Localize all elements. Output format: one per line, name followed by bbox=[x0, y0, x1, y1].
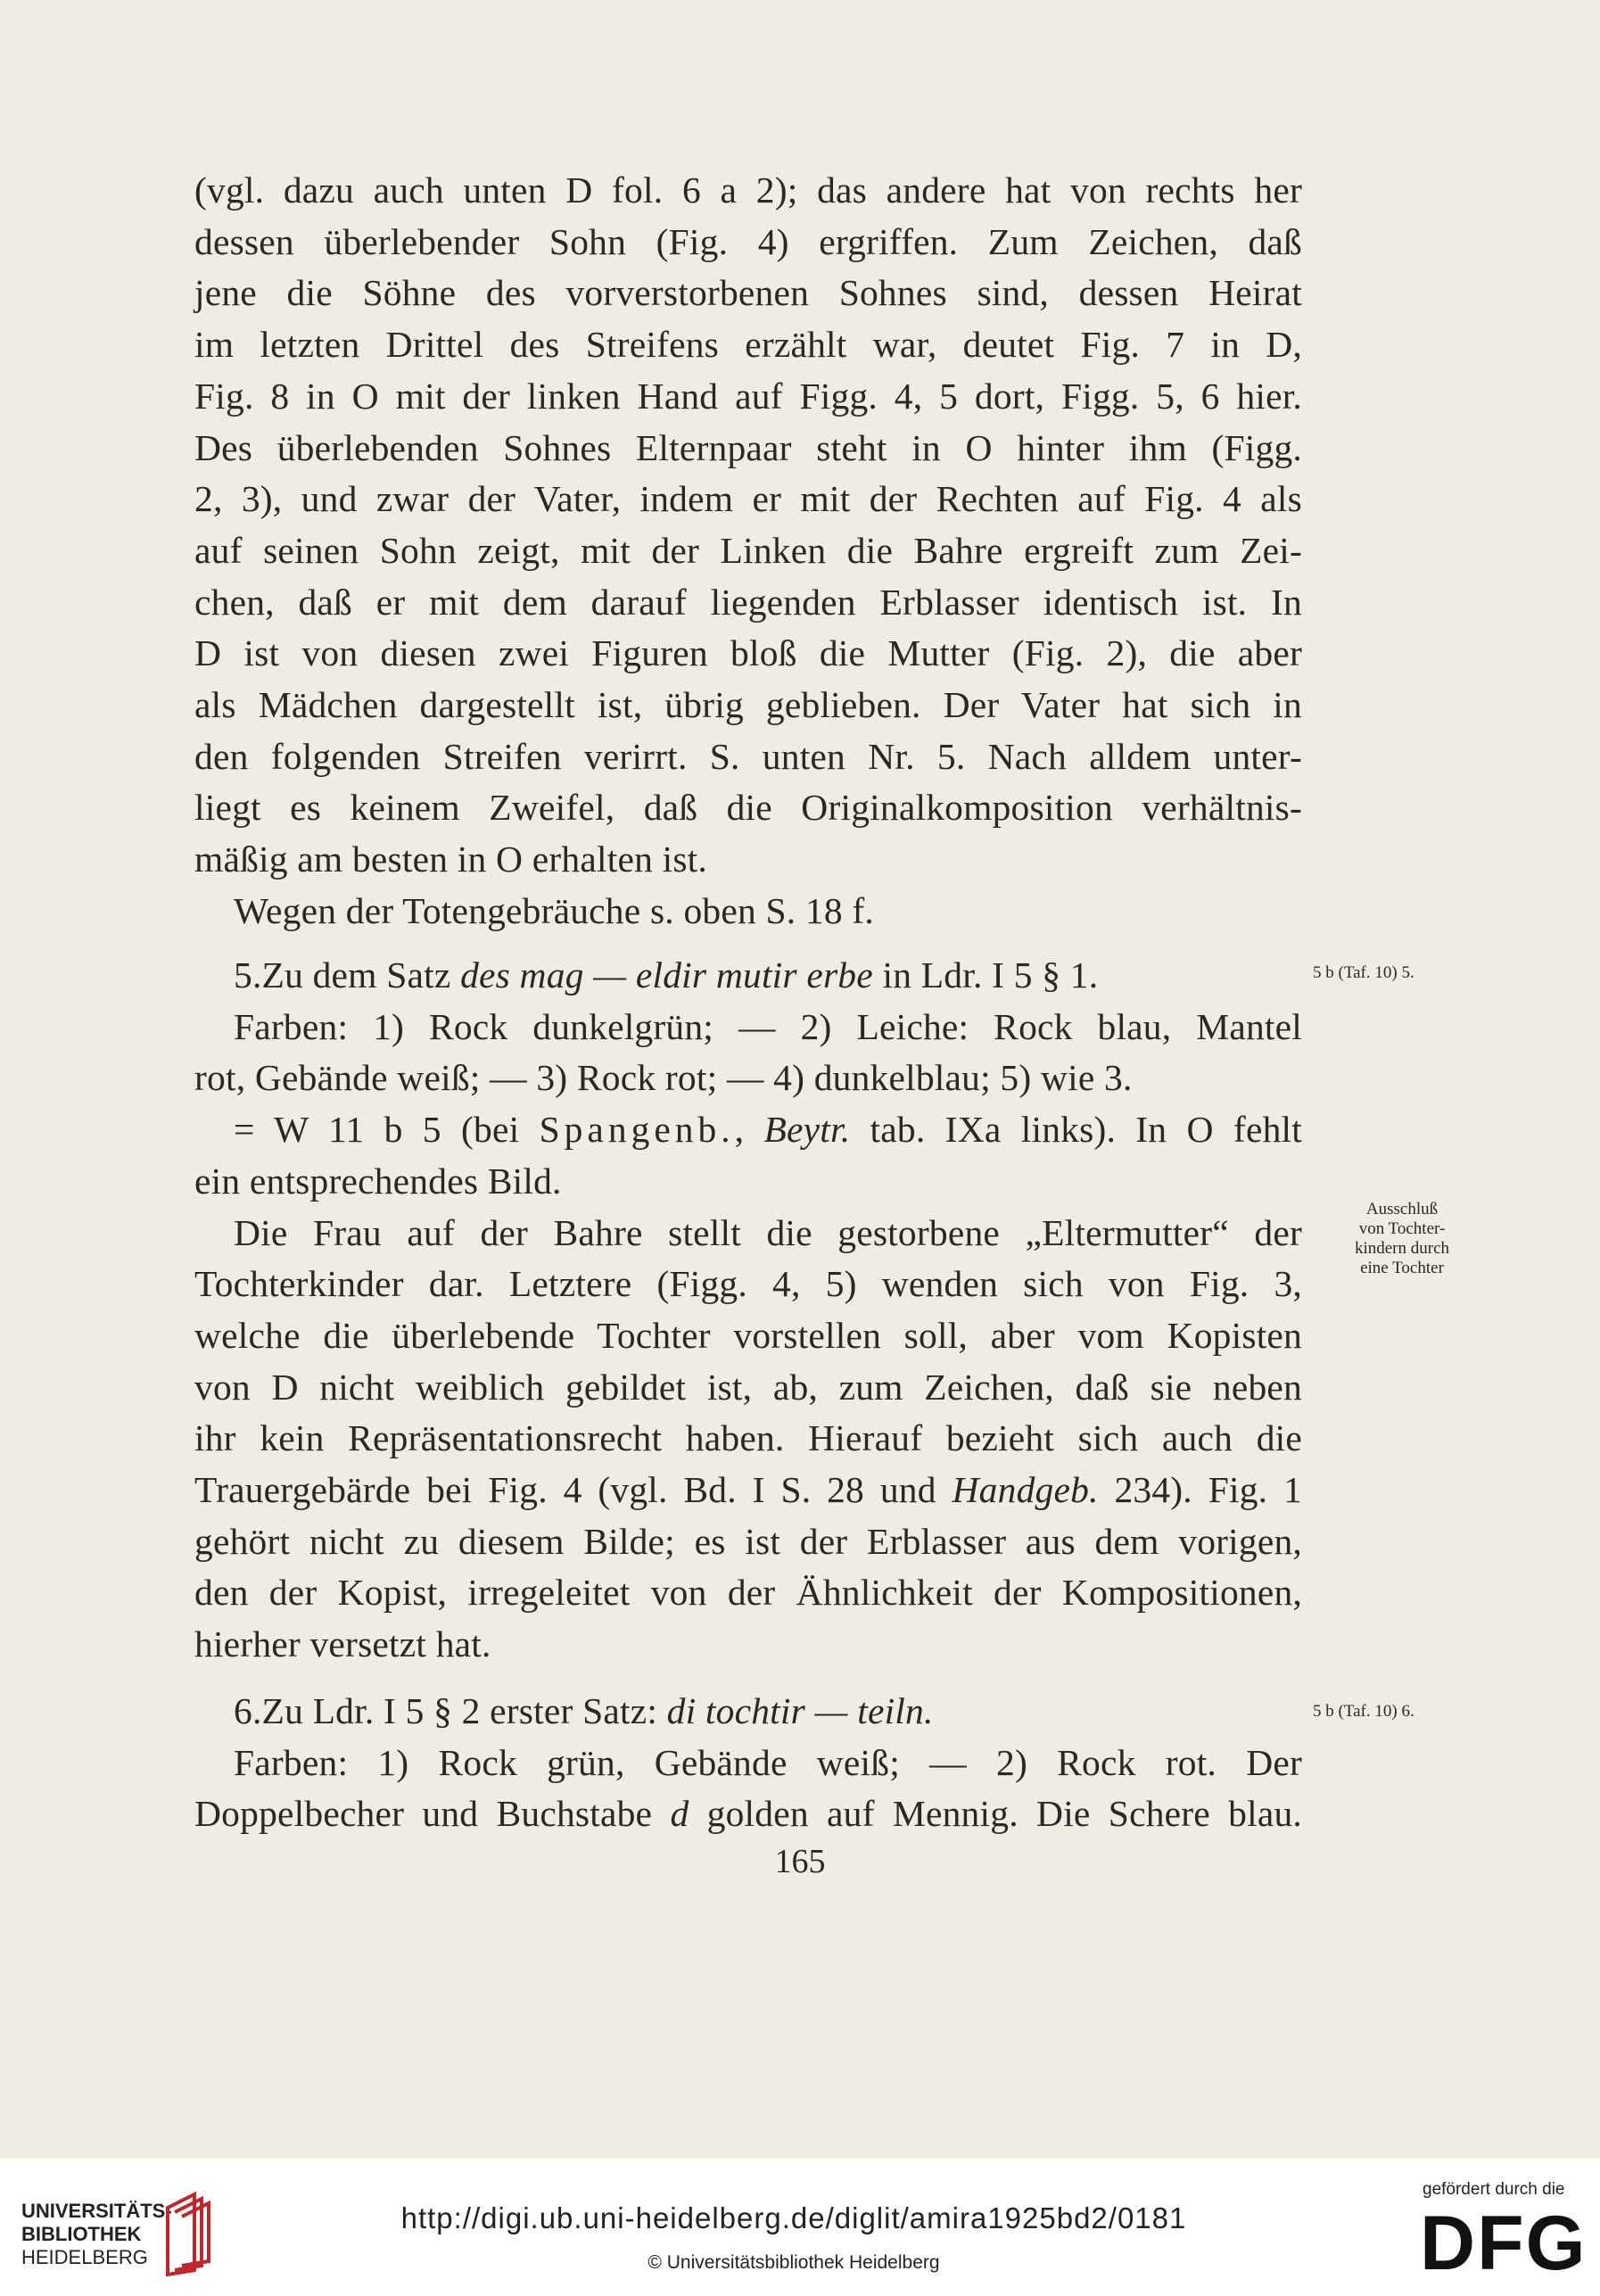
heading-quote: des mag — eldir mutir erbe bbox=[460, 954, 873, 995]
library-name-line1: UNIVERSITÄTS- bbox=[21, 2200, 172, 2222]
text-line: liegt es keinem Zweifel, daß die Originalkomposition verhältnis- bbox=[194, 787, 1302, 829]
library-name-line2: BIBLIOTHEK bbox=[21, 2223, 142, 2245]
italic-title: Handgeb. bbox=[952, 1469, 1099, 1511]
text-line: jene die Söhne des vorverstorbenen Sohnes sind, dessen Heirat bbox=[194, 272, 1302, 314]
library-logo-icon bbox=[159, 2190, 212, 2279]
dfg-logo: DFG bbox=[1420, 2201, 1588, 2286]
text-line: Des überlebenden Sohnes Elternpaar steht in O hinter ihm (Figg. bbox=[194, 426, 1302, 468]
text-span: Trauergebärde bei Fig. 4 (vgl. Bd. I S. 28 und bbox=[194, 1469, 953, 1511]
section-6 bbox=[194, 1686, 1302, 1840]
source-url-link[interactable]: http://digi.ub.uni-heidelberg.de/diglit/amira1925bd2/0181 bbox=[400, 2201, 1187, 2234]
section-6-heading bbox=[194, 1686, 1302, 1738]
margin-line: Ausschluß bbox=[1365, 1200, 1439, 1218]
margin-note-5: 5 b (Taf. 10) 5. bbox=[1313, 963, 1414, 982]
text-line: auf seinen Sohn zeigt, mit der Linken die Bahre ergreift zum Zei- bbox=[194, 529, 1302, 571]
paragraph-1 bbox=[194, 165, 1302, 937]
text-line: Die Frau auf der Bahre stellt die gestorbene „Eltermutter“ der bbox=[234, 1211, 1302, 1253]
text-line: welche die überlebende Tochter vorstellen soll, aber vom Kopisten bbox=[194, 1314, 1302, 1356]
heading-text: Zu Ldr. I 5 § 2 erster Satz: bbox=[261, 1690, 667, 1731]
text-line: Wegen der Totengebräuche s. oben S. 18 f. bbox=[234, 889, 874, 931]
text-line: Tochterkinder dar. Letztere (Figg. 4, 5) wenden sich von Fig. 3, bbox=[194, 1263, 1302, 1305]
margin-line: von Tochter- bbox=[1358, 1219, 1446, 1238]
margin-line: eine Tochter bbox=[1360, 1259, 1444, 1277]
section-5 bbox=[194, 950, 1302, 1671]
text-line: Farben: 1) Rock dunkelgrün; — 2) Leiche: Rock blau, Mantel bbox=[234, 1005, 1302, 1047]
heading-text: in Ldr. I 5 § 1. bbox=[872, 954, 1099, 995]
copyright-text: © Universitätsbibliothek Heidelberg bbox=[647, 2252, 940, 2273]
text-line: rot, Gebände weiß; — 3) Rock rot; — 4) dunkelblau; 5) wie 3. bbox=[194, 1057, 1133, 1099]
heading-text: Zu dem Satz bbox=[261, 954, 461, 995]
text-line: im letzten Drittel des Streifens erzählt war, deutet Fig. 7 in D, bbox=[194, 324, 1302, 366]
page-number: 165 bbox=[774, 1843, 826, 1880]
text-line: dessen überlebender Sohn (Fig. 4) ergriffen. Zum Zeichen, daß bbox=[194, 220, 1302, 262]
text-line: gehört nicht zu diesem Bilde; es ist der Erblasser aus dem vorigen, bbox=[194, 1520, 1302, 1562]
library-logo-text bbox=[21, 2200, 172, 2269]
text-line: Farben: 1) Rock grün, Gebände weiß; — 2) Rock rot. Der bbox=[234, 1741, 1302, 1783]
library-name-line3: HEIDELBERG bbox=[21, 2246, 148, 2268]
text-line: ihr kein Repräsentationsrecht haben. Hierauf bezieht sich auch die bbox=[194, 1417, 1302, 1459]
text-line: ein entsprechendes Bild. bbox=[194, 1160, 562, 1202]
text-line: als Mädchen dargestellt ist, übrig geblieben. Der Vater hat sich in bbox=[194, 684, 1302, 726]
funding-label: gefördert durch die bbox=[1423, 2180, 1565, 2199]
margin-note-6: 5 b (Taf. 10) 6. bbox=[1313, 1702, 1414, 1721]
text-line: (vgl. dazu auch unten D fol. 6 a 2); das andere hat von rechts her bbox=[194, 169, 1302, 211]
margin-line: kindern durch bbox=[1354, 1239, 1450, 1258]
section-5-number: 5. bbox=[234, 954, 262, 995]
text-span: golden auf Mennig. Die Schere blau. bbox=[689, 1793, 1302, 1835]
heading-quote: di tochtir — teiln. bbox=[666, 1690, 934, 1731]
text-span: Doppelbecher und Buchstabe bbox=[194, 1793, 671, 1835]
text-line: 2, 3), und zwar der Vater, indem er mit der Rechten auf Fig. 4 als bbox=[194, 478, 1302, 520]
text-line: den folgenden Streifen verirrt. S. unten Nr. 5. Nach alldem unter- bbox=[194, 735, 1302, 777]
text-line bbox=[194, 1104, 1302, 1156]
spaced-author: Spangenb. bbox=[539, 1109, 735, 1151]
section-6-number: 6. bbox=[234, 1690, 262, 1731]
text-line: chen, daß er mit dem darauf liegenden Erblasser identisch ist. In bbox=[194, 581, 1302, 623]
text-span: tab. IXa links). In O fehlt bbox=[850, 1109, 1302, 1151]
text-line: von D nicht weiblich gebildet ist, ab, zum Zeichen, daß sie neben bbox=[194, 1366, 1302, 1408]
text-line: mäßig am besten in O erhalten ist. bbox=[194, 838, 707, 880]
text-line: den der Kopist, irregeleitet von der Ähnlichkeit der Kompositionen, bbox=[194, 1572, 1302, 1614]
text-line: D ist von diesen zwei Figuren bloß die Mutter (Fig. 2), die aber bbox=[194, 632, 1302, 674]
text-line bbox=[194, 1465, 1302, 1516]
section-5-heading bbox=[194, 950, 1302, 1002]
text-line bbox=[194, 1788, 1302, 1840]
text-span: = W 11 b 5 (bei bbox=[234, 1109, 540, 1151]
text-line: hierher versetzt hat. bbox=[194, 1623, 491, 1665]
text-line: Fig. 8 in O mit der linken Hand auf Figg. 4, 5 dort, Figg. 5, 6 hier. bbox=[194, 375, 1302, 417]
text-span: , bbox=[734, 1109, 764, 1151]
text-span: 234). Fig. 1 bbox=[1098, 1469, 1303, 1511]
italic-letter: d bbox=[670, 1793, 689, 1835]
italic-title: Beytr. bbox=[763, 1109, 851, 1151]
margin-note-ausschluss bbox=[1331, 1200, 1473, 1278]
